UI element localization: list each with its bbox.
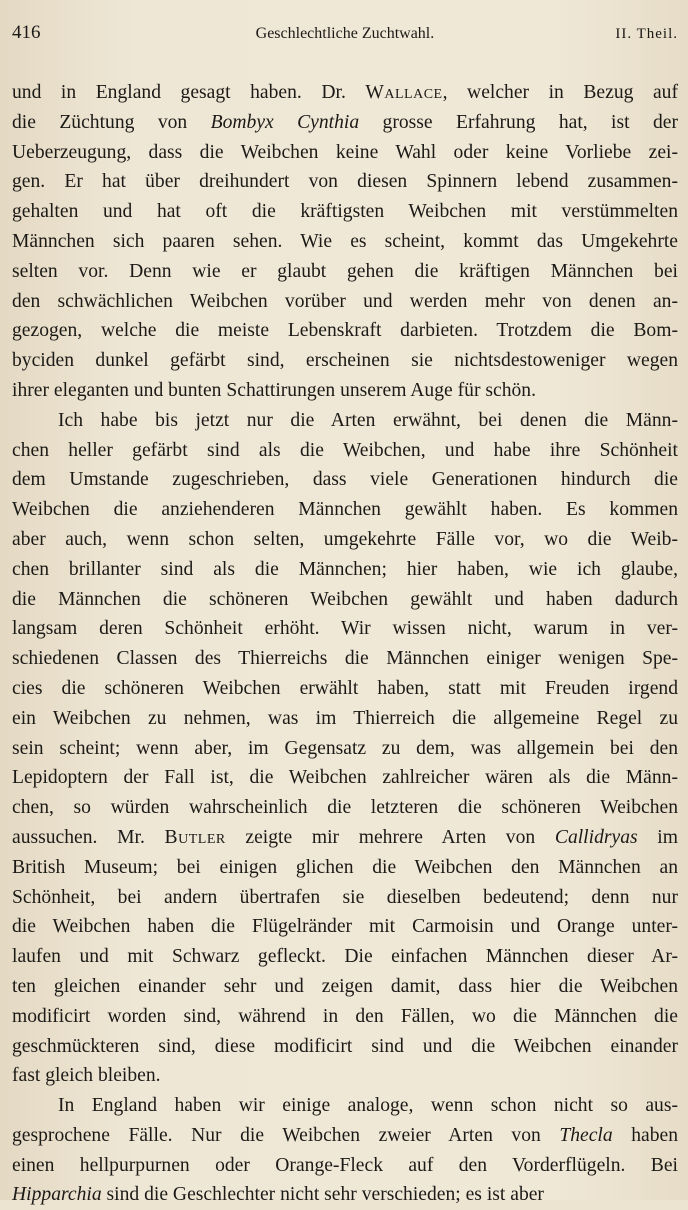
text-run: chen heller gefärbt sind als die Weibchen, und habe ihre Schönheit bbox=[12, 439, 678, 461]
paragraph bbox=[12, 1091, 678, 1210]
text-run: Ueberzeugung, dass die Weibchen keine Wahl oder keine Vorliebe zei- bbox=[12, 141, 678, 163]
text-run: gehalten und hat oft die kräftigsten Weibchen mit verstümmelten bbox=[12, 201, 678, 223]
text-line bbox=[12, 763, 678, 793]
part-label: II. Theil. bbox=[615, 26, 678, 42]
page-number: 416 bbox=[12, 22, 41, 43]
text-line bbox=[12, 1091, 678, 1121]
text-run: Weibchen die anziehenderen Männchen gewählt haben. Es kommen bbox=[12, 499, 678, 521]
text-line bbox=[12, 465, 678, 495]
text-run: ein Weibchen zu nehmen, was im Thierreich die allgemeine Regel zu bbox=[12, 707, 678, 729]
text-line bbox=[12, 525, 678, 555]
text-line bbox=[12, 287, 678, 317]
text-run: im bbox=[637, 826, 678, 848]
text-run: selten vor. Denn wie er glaubt gehen die kräftigen Männchen bei bbox=[12, 260, 678, 282]
text-run: Lepidoptern der Fall ist, die Weibchen zahlreicher wären als die Männ- bbox=[12, 767, 678, 789]
paragraph bbox=[12, 406, 678, 1091]
text-line bbox=[12, 823, 678, 853]
text-line bbox=[12, 197, 678, 227]
text-line bbox=[12, 436, 678, 466]
text-line bbox=[12, 674, 678, 704]
text-run: chen, so würden wahrscheinlich die letzteren die schöneren Weibchen bbox=[12, 797, 678, 819]
text-line bbox=[12, 734, 678, 764]
text-line bbox=[12, 793, 678, 823]
text-line bbox=[12, 853, 678, 883]
body-text bbox=[12, 78, 678, 1210]
text-line bbox=[12, 376, 678, 406]
text-run: die Züchtung von bbox=[12, 111, 211, 133]
text-run: gezogen, welche die meiste Lebenskraft darbieten. Trotzdem die Bom- bbox=[12, 320, 678, 342]
text-line bbox=[12, 1180, 678, 1210]
text-run: und in England gesagt haben. Dr. bbox=[12, 82, 366, 103]
text-run: cies die schöneren Weibchen erwählt haben, statt mit Freuden irgend bbox=[12, 677, 678, 699]
text-line bbox=[12, 167, 678, 197]
text-line bbox=[12, 1121, 678, 1151]
text-run: sind die Geschlechter nicht sehr verschieden; es ist aber bbox=[101, 1184, 544, 1206]
small-caps-name: Wallace bbox=[365, 82, 443, 103]
text-line bbox=[12, 644, 678, 674]
text-run: laufen und mit Schwarz gefleckt. Die einfachen Männchen dieser Ar- bbox=[12, 946, 678, 968]
text-run: British Museum; bei einigen glichen die Weibchen den Männchen an bbox=[12, 856, 678, 878]
text-line bbox=[12, 78, 678, 108]
text-run: schiedenen Classen des Thierreichs die Männchen einiger wenigen Spe- bbox=[12, 648, 678, 670]
italic-term: Hipparchia bbox=[12, 1184, 102, 1206]
text-run: die Weibchen haben die Flügelränder mit Carmoisin und Orange unter- bbox=[12, 916, 678, 938]
text-run: Schönheit, bei andern übertrafen sie dieselben bedeutend; denn nur bbox=[12, 886, 678, 908]
text-line bbox=[12, 346, 678, 376]
text-line bbox=[12, 883, 678, 913]
text-line bbox=[12, 555, 678, 585]
text-run: Männchen sich paaren sehen. Wie es scheint, kommt das Umgekehrte bbox=[12, 230, 678, 252]
text-run: aber auch, wenn schon selten, umgekehrte Fälle vor, wo die Weib- bbox=[12, 528, 678, 550]
running-head bbox=[12, 22, 678, 58]
text-line bbox=[12, 257, 678, 287]
italic-term: Bombyx Cynthia bbox=[210, 111, 360, 133]
text-run: modificirt worden sind, während in den Fällen, wo die Männchen die bbox=[12, 1005, 678, 1027]
text-run: fast gleich bleiben. bbox=[12, 1065, 161, 1087]
text-run: grosse Erfahrung hat, ist der bbox=[359, 111, 678, 133]
text-run: langsam deren Schönheit erhöht. Wir wissen nicht, warum in ver- bbox=[12, 618, 678, 640]
text-run: zeigte mir mehrere Arten von bbox=[225, 826, 555, 848]
text-run: , welcher in Bezug auf bbox=[442, 82, 678, 103]
text-line bbox=[12, 1151, 678, 1181]
text-line bbox=[12, 972, 678, 1002]
text-line bbox=[12, 1002, 678, 1032]
text-run: byciden dunkel gefärbt sind, erscheinen sie nichtsdestoweniger wegen bbox=[12, 350, 678, 372]
italic-term: Thecla bbox=[559, 1124, 613, 1146]
text-line bbox=[12, 138, 678, 168]
text-run: aussuchen. Mr. bbox=[12, 826, 165, 848]
text-line bbox=[12, 406, 678, 436]
text-run: einen hellpurpurnen oder Orange-Fleck auf den Vorderflügeln. Bei bbox=[12, 1154, 678, 1176]
text-run: die Männchen die schöneren Weibchen gewählt und haben dadurch bbox=[12, 588, 678, 610]
text-line bbox=[12, 704, 678, 734]
text-run: Ich habe bis jetzt nur die Arten erwähnt, bei denen die Männ- bbox=[58, 409, 678, 431]
text-line bbox=[12, 912, 678, 942]
text-run: sein scheint; wenn aber, im Gegensatz zu dem, was allgemein bei den bbox=[12, 737, 678, 759]
text-line bbox=[12, 614, 678, 644]
text-run: ten gleichen einander sehr und zeigen damit, dass hier die Weibchen bbox=[12, 975, 678, 997]
text-run: haben bbox=[612, 1124, 678, 1146]
running-title: Geschlechtliche Zuchtwahl. bbox=[255, 25, 435, 42]
text-run: dem Umstande zugeschrieben, dass viele Generationen hindurch die bbox=[12, 469, 678, 491]
paragraph bbox=[12, 78, 678, 406]
text-line bbox=[12, 1061, 678, 1091]
text-run: gen. Er hat über dreihundert von diesen Spinnern lebend zusammen- bbox=[12, 171, 678, 193]
text-run: geschmückteren sind, diese modificirt sind und die Weibchen einander bbox=[12, 1035, 678, 1057]
text-line bbox=[12, 585, 678, 615]
text-line bbox=[12, 942, 678, 972]
text-line bbox=[12, 495, 678, 525]
text-run: In England haben wir einige analoge, wenn schon nicht so aus- bbox=[58, 1095, 678, 1117]
text-line bbox=[12, 108, 678, 138]
text-run: gesprochene Fälle. Nur die Weibchen zweier Arten von bbox=[12, 1124, 560, 1146]
text-line bbox=[12, 316, 678, 346]
text-run: den schwächlichen Weibchen vorüber und werden mehr von denen an- bbox=[12, 290, 678, 312]
text-line bbox=[12, 227, 678, 257]
text-line bbox=[12, 1032, 678, 1062]
italic-term: Callidryas bbox=[554, 826, 638, 848]
text-run: chen brillanter sind als die Männchen; hier haben, wie ich glaube, bbox=[12, 558, 678, 580]
small-caps-name: Butler bbox=[164, 826, 226, 848]
text-run: ihrer eleganten und bunten Schattirungen unserem Auge für schön. bbox=[12, 379, 536, 401]
